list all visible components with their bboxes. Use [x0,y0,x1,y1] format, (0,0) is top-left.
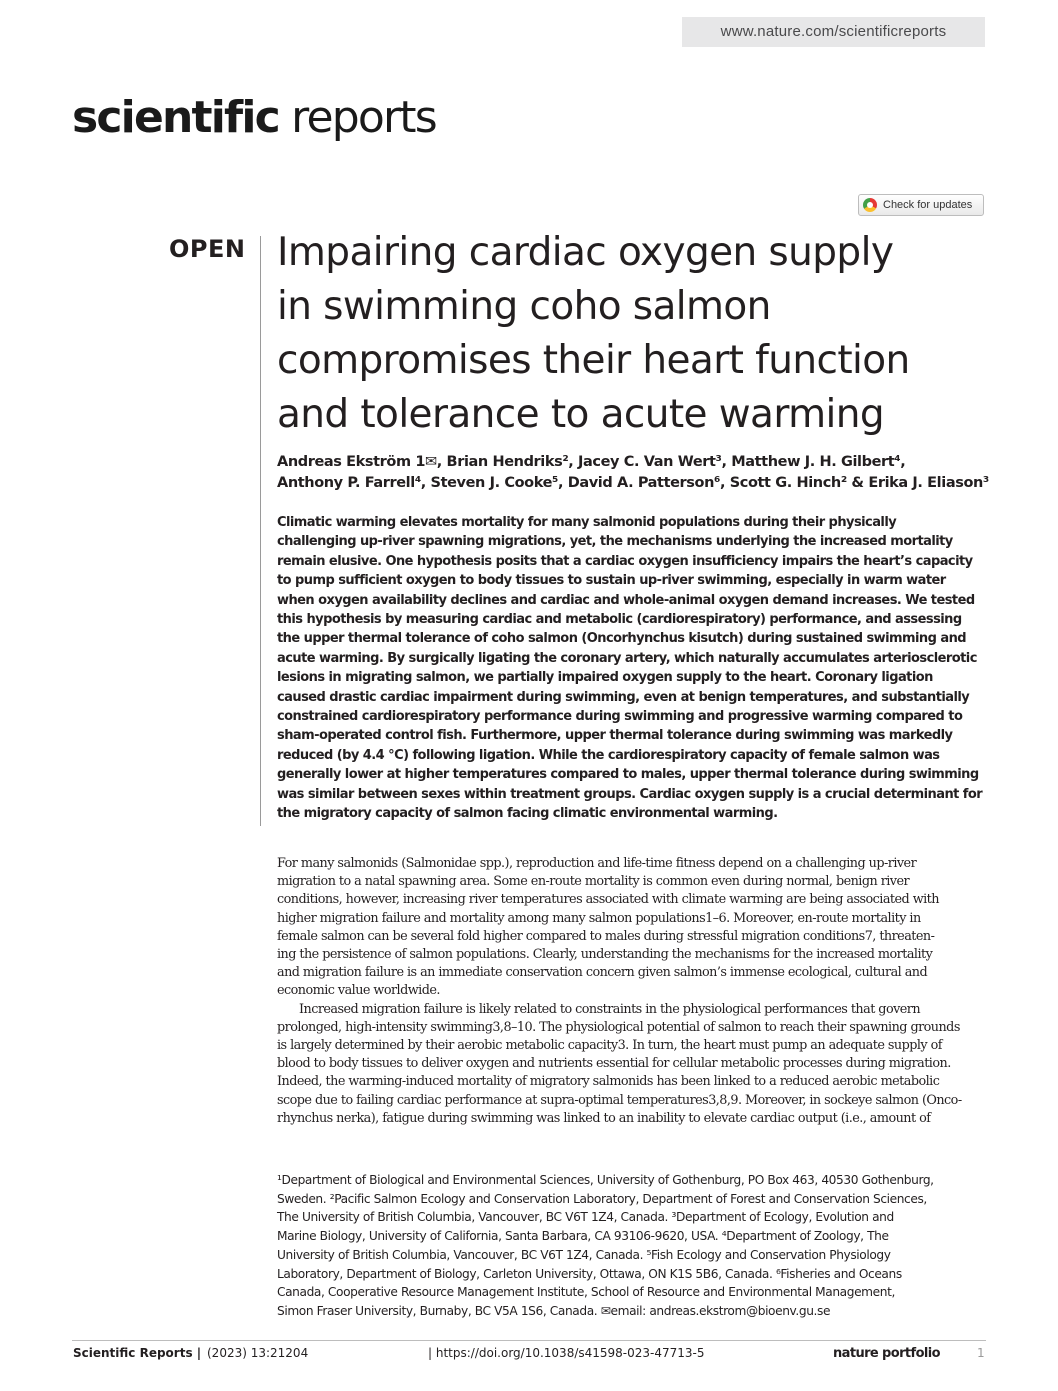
affiliation-line: University of British Columbia, Vancouver, BC V6T 1Z4, Canada. ⁵Fish Ecology and Conservation Physiology [277,1247,891,1262]
body-line: Increased migration failure is likely related to constraints in the physiological performances that govern [299,1001,921,1017]
affiliation-line: Sweden. ²Pacific Salmon Ecology and Conservation Laboratory, Department of Forest and Conservation Sciences, [277,1191,927,1206]
abstract-line: acute warming. By surgically ligating the coronary artery, which naturally accumulates arteriosclerotic [277,650,977,666]
check-for-updates-button[interactable] [858,194,984,216]
body-line: Indeed, the warming-induced mortality of migratory salmonids has been linked to a reduced aerobic metabolic [277,1074,940,1090]
body-line: is largely determined by their aerobic metabolic capacity3. In turn, the heart must pump an adequate supply of [277,1038,942,1054]
margin-divider [260,236,261,826]
body-line: scope due to failing cardiac performance at supra-optimal temperatures3,8,9. Moreover, in sockeye salmon (Onco- [277,1092,962,1108]
body-line: prolonged, high-intensity swimming3,8–10. The physiological potential of salmon to reach their spawning grounds [277,1019,960,1035]
abstract-line: to pump sufficient oxygen to body tissues to sustain up-river swimming, especially in warm water [277,573,946,589]
footer-divider [72,1340,986,1341]
abstract-line: remain elusive. One hypothesis posits that a cardiac oxygen insufficiency impairs the heart’s capacity [277,553,973,569]
abstract-line: reduced (by 4.4 °C) following ligation. While the cardiorespiratory capacity of female salmon was [277,747,940,763]
footer-journal-name: Scientific Reports | [73,1346,202,1360]
title-line: compromises their heart function [277,338,910,383]
body-line: For many salmonids (Salmonidae spp.), reproduction and life-time fitness depend on a challenging up-river [277,856,917,871]
abstract-line: challenging up-river spawning migrations, yet, the mechanisms underlying the increased mortality [277,534,953,550]
body-line: blood to body tissues to deliver oxygen and nutrients essential for cellular metabolic processes during migration. [277,1056,951,1072]
abstract-line: when oxygen availability declines and cardiac and whole-animal oxygen demand increases. We tested [277,592,975,608]
introduction-text [277,855,989,1128]
affiliation-line: Laboratory, Department of Biology, Carleton University, Ottawa, ON K1S 5B6, Canada. ⁶Fisheries and Oceans [277,1266,902,1281]
page-number: 1 [977,1346,985,1360]
check-for-updates-label: Check for updates [883,199,973,211]
affiliation-line: Marine Biology, University of California, Santa Barbara, CA 93106-9620, USA. ⁴Department of Zoology, The [277,1229,889,1244]
abstract-line: the migratory capacity of salmon facing climatic environmental warming. [277,806,778,822]
footer-citation: (2023) 13:21204 [207,1346,309,1360]
title-line: in swimming coho salmon [277,284,771,329]
journal-url[interactable]: www.nature.com/scientificreports [682,17,985,47]
body-line: rhynchus nerka), fatigue during swimming was linked to an inability to elevate cardiac output (i.e., amount of [277,1110,931,1126]
title-line: and tolerance to acute warming [277,392,884,437]
abstract-line: was similar between sexes within treatment groups. Cardiac oxygen supply is a crucial determinant for [277,786,983,802]
abstract [277,513,989,824]
abstract-line: generally lower at higher temperatures compared to males, upper thermal tolerance during swimming [277,767,979,783]
journal-logo-bold: scientific [72,92,279,143]
affiliation-line: ¹Department of Biological and Environmental Sciences, University of Gothenburg, PO Box 463, 40530 Gothenburg, [277,1173,934,1187]
author-list [277,452,1007,494]
body-line: conditions, however, increasing river temperatures associated with climate warming are being associated with [277,892,939,908]
abstract-line: caused drastic cardiac impairment during swimming, even at benign temperatures, and substantially [277,689,970,705]
affiliations [277,1171,989,1321]
journal-logo [72,92,436,143]
publisher-logo: nature portfolio [833,1346,940,1361]
abstract-line: sham-operated control fish. Furthermore, upper thermal tolerance during swimming was markedly [277,728,953,744]
footer-doi-link[interactable]: | https://doi.org/10.1038/s41598-023-47713-5 [428,1346,705,1360]
article-title [277,226,1017,442]
author-line: Anthony P. Farrell⁴, Steven J. Cooke⁵, David A. Patterson⁶, Scott G. Hinch² & Erika J. Eliason³ [277,475,989,491]
body-line: economic value worldwide. [277,983,440,999]
body-line: ing the persistence of salmon populations. Clearly, understanding the mechanisms for the increased mortality [277,947,933,963]
author-line: Andreas Ekström 1✉, Brian Hendriks², Jacey C. Van Wert³, Matthew J. H. Gilbert⁴, [277,454,906,470]
abstract-line: the upper thermal tolerance of coho salmon (Oncorhynchus kisutch) during sustained swimming and [277,631,967,647]
affiliation-line: Simon Fraser University, Burnaby, BC V5A 1S6, Canada. ✉email: andreas.ekstrom@bioenv.gu.se [277,1303,831,1318]
affiliation-line: The University of British Columbia, Vancouver, BC V6T 1Z4, Canada. ³Department of Ecology, Evolution and [277,1210,894,1225]
journal-logo-regular: reports [278,92,436,143]
crossmark-icon [863,198,877,212]
body-line: higher migration failure and mortality among many salmon populations1–6. Moreover, en-route mortality in [277,910,921,926]
title-line: Impairing cardiac oxygen supply [277,230,894,275]
abstract-line: Climatic warming elevates mortality for many salmonid populations during their physically [277,515,897,530]
abstract-line: this hypothesis by measuring cardiac and metabolic (cardiorespiratory) performance, and assessing [277,612,962,628]
body-line: and migration failure is an immediate conservation concern given salmon’s immense ecological, cultural and [277,965,928,981]
open-access-label: OPEN [169,235,246,263]
body-line: migration to a natal spawning area. Some en-route mortality is common even during normal, benign river [277,874,910,890]
abstract-line: lesions in migrating salmon, we partially impaired oxygen supply to the heart. Coronary ligation [277,670,933,686]
affiliation-line: Canada, Cooperative Resource Management Institute, School of Resource and Environmental Management, [277,1285,895,1300]
body-line: female salmon can be several fold higher compared to males during stressful migration conditions7, threaten- [277,928,935,944]
abstract-line: constrained cardiorespiratory performance during swimming and progressive warming compared to [277,709,963,725]
